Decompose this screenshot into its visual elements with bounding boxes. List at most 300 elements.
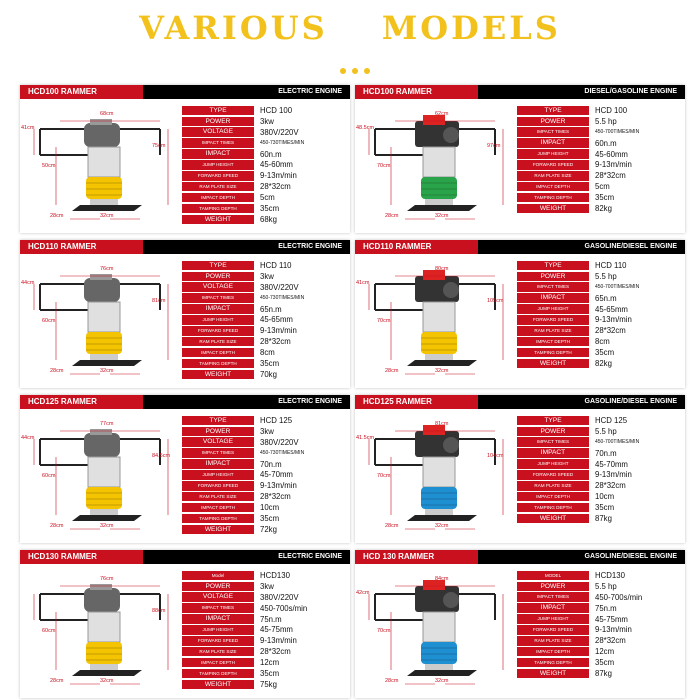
spec-value: 45-65mm	[260, 315, 293, 325]
spec-row	[182, 646, 344, 657]
dimension-label: 81cm	[435, 421, 449, 427]
spec-value: 5.5 hp	[595, 116, 617, 126]
dimension-label: 32cm	[435, 213, 449, 219]
spec-row	[517, 668, 679, 679]
spec-value: 450-700TIMES/MIN	[595, 129, 640, 136]
spec-table	[182, 570, 344, 690]
spec-row	[182, 304, 344, 315]
spec-table	[517, 260, 679, 369]
spec-value: 35cm	[260, 668, 280, 678]
spec-key: TAMPING DEPTH	[517, 503, 589, 513]
spec-row	[182, 679, 344, 690]
spec-key: IMPACT DEPTH	[182, 348, 254, 358]
spec-row	[517, 437, 679, 448]
spec-value: 28*32cm	[260, 647, 291, 657]
spec-row	[517, 192, 679, 203]
spec-row	[517, 592, 679, 603]
spec-row	[182, 369, 344, 380]
spec-row	[182, 592, 344, 603]
spec-key: RAM PLATE SIZE	[182, 492, 254, 502]
spec-value: 60n.m	[595, 138, 617, 148]
spec-row	[182, 293, 344, 304]
spec-row	[517, 138, 679, 149]
spec-value: 8cm	[595, 337, 610, 347]
dimension-label: 60cm	[42, 318, 56, 324]
spec-value: 35cm	[260, 513, 280, 523]
spec-value: 10cm	[260, 503, 280, 513]
dimension-label: 76cm	[100, 576, 114, 582]
spec-value: 70kg	[260, 369, 277, 379]
spec-row	[517, 491, 679, 502]
spec-value: 12cm	[260, 658, 280, 668]
spec-value: 10cm	[595, 492, 615, 502]
spec-value: 12cm	[595, 647, 615, 657]
spec-row	[182, 657, 344, 668]
spec-key: TAMPING DEPTH	[517, 193, 589, 203]
spec-row	[517, 635, 679, 646]
spec-value: 5cm	[595, 182, 610, 192]
spec-key: TAMPING DEPTH	[182, 204, 254, 214]
spec-key: JUMP HEIGHT	[517, 304, 589, 314]
spec-row	[517, 426, 679, 437]
spec-row	[517, 149, 679, 160]
spec-key: RAM PLATE SIZE	[517, 481, 589, 491]
spec-key: IMPACT	[517, 603, 589, 613]
dimension-label: 104cm	[487, 453, 504, 459]
spec-key: FORWARD SPEED	[182, 636, 254, 646]
spec-key: IMPACT	[182, 304, 254, 314]
spec-row	[182, 603, 344, 614]
spec-value: 380V/220V	[260, 592, 299, 602]
spec-key: RAM PLATE SIZE	[182, 182, 254, 192]
spec-key: JUMP HEIGHT	[182, 160, 254, 170]
spec-key: WEIGHT	[517, 359, 589, 369]
dimension-label: 44cm	[21, 280, 35, 286]
spec-key: FORWARD SPEED	[517, 315, 589, 325]
spec-key: TAMPING DEPTH	[182, 669, 254, 679]
engine-type: ELECTRIC ENGINE	[278, 243, 342, 250]
dimension-label: 77cm	[100, 421, 114, 427]
card-header	[355, 240, 685, 254]
spec-key: JUMP HEIGHT	[182, 315, 254, 325]
spec-key: WEIGHT	[517, 669, 589, 679]
spec-key: WEIGHT	[182, 525, 254, 535]
spec-key: IMPACT	[182, 149, 254, 159]
spec-value: HCD130	[595, 570, 625, 580]
spec-row	[517, 448, 679, 459]
spec-value: 87kg	[595, 513, 612, 523]
spec-value: 450-700TIMES/MIN	[595, 439, 640, 446]
spec-value: 82kg	[595, 358, 612, 368]
spec-key: TAMPING DEPTH	[182, 359, 254, 369]
spec-row	[182, 271, 344, 282]
spec-key: IMPACT TIMES	[517, 127, 589, 137]
model-card	[20, 240, 350, 388]
spec-row	[182, 282, 344, 293]
spec-value: 45-70mm	[595, 459, 628, 469]
dimension-label: 32cm	[100, 523, 114, 529]
spec-row	[182, 448, 344, 459]
spec-value: 60n.m	[260, 149, 282, 159]
dimension-label: 76cm	[100, 266, 114, 272]
spec-key: IMPACT	[182, 459, 254, 469]
spec-key: VOLTAGE	[182, 437, 254, 447]
dimension-label: 42cm	[356, 590, 370, 596]
spec-row	[182, 149, 344, 160]
spec-row	[182, 624, 344, 635]
spec-row	[182, 668, 344, 679]
spec-row	[182, 192, 344, 203]
spec-row	[517, 657, 679, 668]
dimension-label: 80cm	[435, 266, 449, 272]
spec-value: 3kw	[260, 426, 274, 436]
model-card	[20, 395, 350, 543]
spec-value: HCD130	[260, 570, 290, 580]
spec-key: IMPACT TIMES	[517, 437, 589, 447]
spec-value: 35cm	[595, 503, 615, 513]
dimension-label: 32cm	[100, 678, 114, 684]
dimension-label: 32cm	[100, 368, 114, 374]
spec-value: 28*32cm	[260, 182, 291, 192]
model-card	[20, 550, 350, 698]
spec-row	[517, 358, 679, 369]
spec-key: FORWARD SPEED	[182, 171, 254, 181]
card-header	[355, 85, 685, 99]
spec-row	[182, 459, 344, 470]
spec-key: IMPACT DEPTH	[182, 658, 254, 668]
card-header	[20, 240, 350, 254]
spec-key: VOLTAGE	[182, 127, 254, 137]
model-name: HCD 130 RAMMER	[363, 552, 435, 561]
dimension-label: 32cm	[100, 213, 114, 219]
spec-value: 9-13m/min	[260, 481, 297, 491]
dimension-label: 70cm	[377, 473, 391, 479]
dimension-label: 97cm	[487, 143, 501, 149]
spec-value: 3kw	[260, 116, 274, 126]
dimension-label: 28cm	[385, 213, 399, 219]
spec-value: 65n.m	[260, 304, 282, 314]
spec-value: 70n.m	[260, 459, 282, 469]
spec-row	[182, 502, 344, 513]
spec-value: 380V/220V	[260, 437, 299, 447]
spec-key: JUMP HEIGHT	[517, 149, 589, 159]
spec-table	[517, 415, 679, 524]
dimension-label: 81cm	[152, 298, 166, 304]
spec-key: WEIGHT	[182, 215, 254, 225]
spec-row	[517, 203, 679, 214]
engine-type: ELECTRIC ENGINE	[278, 553, 342, 560]
spec-row	[182, 581, 344, 592]
dimension-label: 68cm	[100, 111, 114, 117]
spec-row	[182, 415, 344, 426]
spec-row	[517, 459, 679, 470]
spec-row	[182, 314, 344, 325]
spec-value: 75kg	[260, 679, 277, 689]
spec-key: FORWARD SPEED	[517, 625, 589, 635]
page-title: VARIOUS MODELS	[139, 9, 561, 47]
spec-key: POWER	[517, 117, 589, 127]
spec-row	[517, 502, 679, 513]
spec-value: 28*32cm	[595, 171, 626, 181]
spec-key: JUMP HEIGHT	[517, 614, 589, 624]
spec-value: 9-13m/min	[595, 160, 632, 170]
spec-value: 35cm	[260, 203, 280, 213]
spec-value: 45-75mm	[595, 614, 628, 624]
dimension-label: 28cm	[385, 368, 399, 374]
dimension-label: 84cm	[435, 576, 449, 582]
spec-value: HCD 100	[260, 105, 293, 115]
spec-key: IMPACT	[182, 614, 254, 624]
spec-key: TAMPING DEPTH	[517, 658, 589, 668]
spec-table	[182, 260, 344, 380]
spec-value: 450-700s/min	[260, 603, 308, 613]
spec-row	[517, 170, 679, 181]
spec-row	[517, 347, 679, 358]
spec-value: HCD 125	[260, 415, 293, 425]
spec-row	[182, 214, 344, 225]
spec-value: 9-13m/min	[260, 171, 297, 181]
spec-value: 9-13m/min	[595, 315, 632, 325]
spec-value: HCD 110	[260, 260, 292, 270]
spec-row	[517, 181, 679, 192]
spec-value: 5.5 hp	[595, 271, 617, 281]
spec-row	[182, 358, 344, 369]
dimension-label: 60cm	[42, 628, 56, 634]
spec-row	[182, 513, 344, 524]
spec-key: IMPACT TIMES	[182, 448, 254, 458]
spec-value: 45-70mm	[260, 470, 293, 480]
spec-key: IMPACT TIMES	[182, 138, 254, 148]
spec-row	[517, 603, 679, 614]
spec-row	[517, 480, 679, 491]
spec-key: IMPACT DEPTH	[182, 503, 254, 513]
spec-key: IMPACT DEPTH	[517, 337, 589, 347]
spec-key: TAMPING DEPTH	[517, 348, 589, 358]
spec-key: VOLTAGE	[182, 592, 254, 602]
spec-key: RAM PLATE SIZE	[182, 337, 254, 347]
dimension-label: 70cm	[377, 318, 391, 324]
spec-key: TYPE	[517, 416, 589, 426]
spec-value: 82kg	[595, 203, 612, 213]
spec-row	[182, 170, 344, 181]
dimension-label: 70cm	[377, 628, 391, 634]
spec-row	[517, 513, 679, 524]
spec-value: 8cm	[260, 348, 275, 358]
spec-key: POWER	[182, 272, 254, 282]
spec-key: POWER	[182, 582, 254, 592]
spec-key: POWER	[517, 427, 589, 437]
spec-row	[517, 105, 679, 116]
spec-key: FORWARD SPEED	[517, 160, 589, 170]
model-name: HCD130 RAMMER	[28, 552, 97, 561]
dimension-label: 50cm	[42, 163, 56, 169]
spec-value: 28*32cm	[595, 481, 626, 491]
spec-table	[517, 105, 679, 214]
spec-value: 9-13m/min	[595, 625, 632, 635]
spec-value: HCD 100	[595, 105, 628, 115]
spec-row	[517, 304, 679, 315]
spec-value: 75n.m	[260, 614, 282, 624]
dimension-label: 105cm	[487, 298, 504, 304]
spec-value: 3kw	[260, 271, 274, 281]
card-header	[20, 395, 350, 409]
spec-value: 70n.m	[595, 448, 617, 458]
spec-row	[517, 415, 679, 426]
spec-row	[182, 347, 344, 358]
spec-value: 28*32cm	[595, 326, 626, 336]
engine-type: GASOLINE/DIESEL ENGINE	[584, 398, 677, 405]
spec-row	[517, 624, 679, 635]
dimension-label: 32cm	[435, 678, 449, 684]
engine-type: DIESEL/GASOLINE ENGINE	[584, 88, 677, 95]
spec-row	[517, 336, 679, 347]
spec-value: 65n.m	[595, 293, 617, 303]
spec-key: RAM PLATE SIZE	[517, 636, 589, 646]
spec-row	[182, 181, 344, 192]
spec-row	[182, 127, 344, 138]
dimension-label: 28cm	[385, 523, 399, 529]
spec-value: 72kg	[260, 524, 277, 534]
spec-key: WEIGHT	[182, 680, 254, 690]
model-name: HCD100 RAMMER	[363, 87, 432, 96]
spec-row	[182, 480, 344, 491]
dimension-label: 28cm	[385, 678, 399, 684]
card-header	[355, 550, 685, 564]
dimension-label: 41cm	[356, 280, 370, 286]
spec-table	[182, 415, 344, 535]
spec-key: WEIGHT	[517, 514, 589, 524]
spec-key: JUMP HEIGHT	[182, 625, 254, 635]
card-header	[20, 85, 350, 99]
engine-type: GASOLINE/DIESEL ENGINE	[584, 553, 677, 560]
spec-value: 450-730TIMES/MIN	[260, 450, 305, 457]
dimension-label: 44cm	[21, 435, 35, 441]
dimension-label: 28cm	[50, 678, 64, 684]
spec-row	[517, 325, 679, 336]
spec-value: 9-13m/min	[260, 326, 297, 336]
spec-row	[517, 271, 679, 282]
spec-value: 3kw	[260, 581, 274, 591]
spec-row	[517, 159, 679, 170]
spec-value: 450-700TIMES/MIN	[595, 284, 640, 291]
spec-table	[517, 570, 679, 679]
spec-row	[517, 469, 679, 480]
model-card	[355, 240, 685, 388]
spec-key: JUMP HEIGHT	[517, 459, 589, 469]
spec-row	[182, 491, 344, 502]
spec-row	[517, 127, 679, 138]
spec-value: 35cm	[260, 358, 280, 368]
spec-value: 5.5 hp	[595, 426, 617, 436]
spec-key: IMPACT TIMES	[182, 293, 254, 303]
spec-value: 35cm	[595, 193, 615, 203]
spec-row	[182, 437, 344, 448]
spec-key: IMPACT TIMES	[517, 592, 589, 602]
spec-row	[182, 635, 344, 646]
spec-row	[182, 159, 344, 170]
dimension-label: 41.5cm	[356, 435, 375, 441]
model-name: HCD100 RAMMER	[28, 87, 97, 96]
spec-key: IMPACT TIMES	[517, 282, 589, 292]
spec-key: VOLTAGE	[182, 282, 254, 292]
model-name: HCD110 RAMMER	[28, 242, 97, 251]
spec-key: IMPACT DEPTH	[517, 182, 589, 192]
spec-row	[517, 646, 679, 657]
spec-table	[182, 105, 344, 225]
dimension-label: 75cm	[152, 143, 166, 149]
spec-value: 87kg	[595, 668, 612, 678]
spec-row	[182, 105, 344, 116]
spec-value: 28*32cm	[595, 636, 626, 646]
spec-row	[182, 260, 344, 271]
spec-row	[182, 469, 344, 480]
spec-row	[517, 614, 679, 625]
spec-value: 28*32cm	[260, 337, 291, 347]
model-card	[355, 85, 685, 233]
spec-row	[182, 138, 344, 149]
spec-value: 35cm	[595, 348, 615, 358]
spec-value: 450-700s/min	[595, 592, 643, 602]
spec-key: Model	[182, 571, 254, 581]
spec-key: MODEL	[517, 571, 589, 581]
spec-key: IMPACT	[517, 448, 589, 458]
spec-key: RAM PLATE SIZE	[182, 647, 254, 657]
spec-key: TYPE	[182, 416, 254, 426]
spec-key: JUMP HEIGHT	[182, 470, 254, 480]
spec-key: TYPE	[517, 261, 589, 271]
spec-value: 35cm	[595, 658, 615, 668]
spec-row	[182, 203, 344, 214]
spec-row	[182, 524, 344, 535]
spec-value: 45-75mm	[260, 625, 293, 635]
spec-key: TAMPING DEPTH	[182, 514, 254, 524]
spec-key: RAM PLATE SIZE	[517, 171, 589, 181]
dimension-label: 48.5cm	[356, 125, 375, 131]
spec-key: IMPACT DEPTH	[517, 647, 589, 657]
dimension-label: 32cm	[435, 368, 449, 374]
dimension-label: 84.5cm	[152, 453, 171, 459]
spec-row	[517, 293, 679, 304]
model-card	[20, 85, 350, 233]
model-name: HCD110 RAMMER	[363, 242, 432, 251]
spec-value: 5cm	[260, 193, 275, 203]
spec-value: 450-730TIMES/MIN	[260, 295, 305, 302]
model-card	[355, 395, 685, 543]
dimension-label: 41cm	[21, 125, 35, 131]
title-dots	[335, 68, 375, 74]
spec-value: 28*32cm	[260, 492, 291, 502]
dimension-label: 28cm	[50, 368, 64, 374]
spec-row	[517, 260, 679, 271]
model-name: HCD125 RAMMER	[28, 397, 97, 406]
spec-value: 450-730TIMES/MIN	[260, 140, 305, 147]
spec-key: RAM PLATE SIZE	[517, 326, 589, 336]
spec-value: 75n.m	[595, 603, 617, 613]
spec-value: HCD 110	[595, 260, 627, 270]
card-header	[20, 550, 350, 564]
spec-key: FORWARD SPEED	[182, 481, 254, 491]
spec-row	[182, 426, 344, 437]
spec-key: POWER	[182, 117, 254, 127]
spec-value: 380V/220V	[260, 282, 299, 292]
spec-key: FORWARD SPEED	[182, 326, 254, 336]
dimension-label: 60cm	[42, 473, 56, 479]
spec-key: POWER	[517, 582, 589, 592]
spec-value: 9-13m/min	[595, 470, 632, 480]
spec-row	[517, 282, 679, 293]
spec-key: IMPACT	[517, 293, 589, 303]
dimension-label: 62cm	[435, 111, 449, 117]
